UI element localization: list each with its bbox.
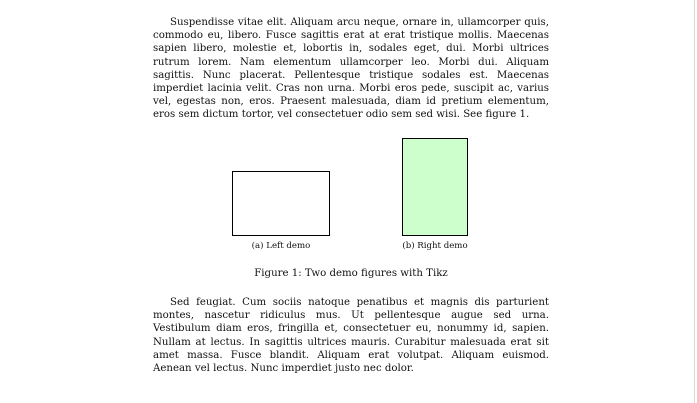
figure-caption: Figure 1: Two demo figures with Tikz — [254, 268, 448, 279]
page-edge — [694, 0, 695, 403]
paragraph-intro: Suspendisse vitae elit. Aliquam arcu neque, ornare in, ullamcorper quis, commodo eu, libero. Fusce sagittis erat at erat tristique mollis. Maecenas sapien libero, molestie et, lobortis in, sodales eget, dui. Morbi ultrices rutrum lorem. Nam elementum ullamcorper leo. Morbi dui. Aliquam sagittis. Nunc placerat. Pellentesque tristique sodales est. Maecenas imperdiet lacinia velit. Cras non urna. Morbi eros pede, suscipit ac, varius vel, egestas non, eros. Praesent malesuada, diam id pretium elementum, eros sem dictum tortor, vel consectetuer odio sem sed wisi. See figure 1. — [153, 17, 549, 121]
paragraph-following: Sed feugiat. Cum sociis natoque penatibus et magnis dis parturient montes, nascetur ridiculus mus. Ut pellentesque augue sed urna. Vestibulum diam eros, fringilla et, consectetuer eu, nonummy id, sapien. Nullam at lectus. In sagittis ultrices mauris. Curabitur malesuada erat sit amet massa. Fusce blandit. Aliquam erat volutpat. Aliquam euismod. Aenean vel lectus. Nunc imperdiet justo nec dolor. — [153, 297, 549, 375]
subfigure-caption-right: (b) Right demo — [402, 241, 468, 251]
subfigure-caption-left: (a) Left demo — [251, 241, 311, 251]
right-demo-rectangle — [402, 138, 468, 236]
left-demo-rectangle — [232, 171, 330, 236]
